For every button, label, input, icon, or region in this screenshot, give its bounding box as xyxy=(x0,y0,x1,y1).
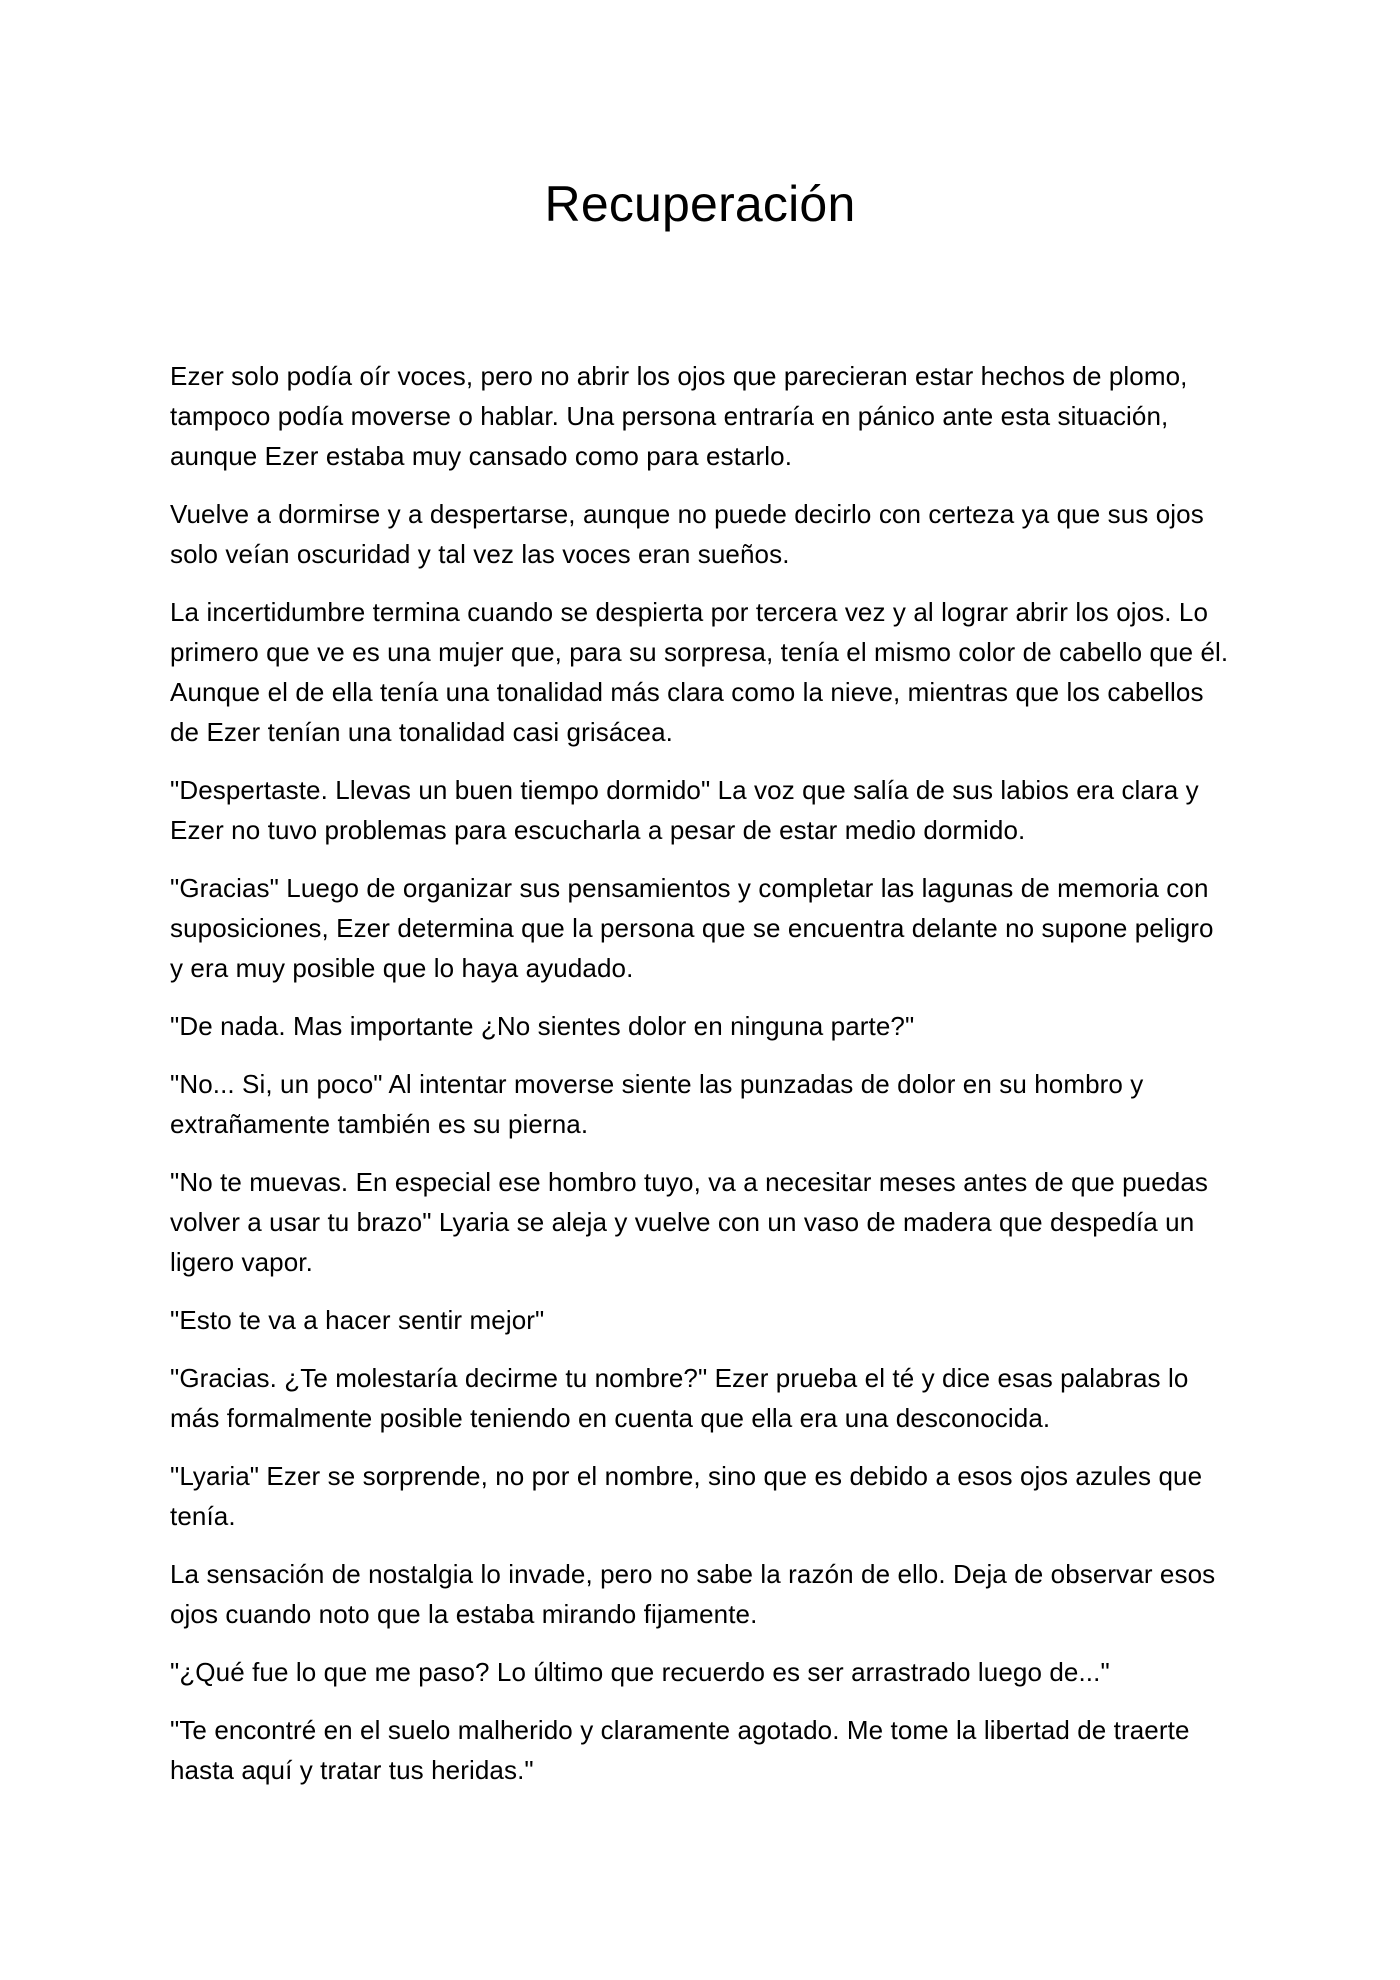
paragraph: "Gracias. ¿Te molestaría decirme tu nombre?" Ezer prueba el té y dice esas palabras lo más formalmente posible teniendo en cuenta que ella era una desconocida. xyxy=(170,1363,1189,1433)
paragraph: "Despertaste. Llevas un buen tiempo dormido" La voz que salía de sus labios era clara y Ezer no tuvo problemas para escucharla a pesar de estar medio dormido. xyxy=(170,775,1199,845)
paragraph: "No te muevas. En especial ese hombro tuyo, va a necesitar meses antes de que puedas volver a usar tu brazo" Lyaria se aleja y vuelve con un vaso de madera que despedía un ligero vapor. xyxy=(170,1167,1209,1277)
paragraph: "Gracias" Luego de organizar sus pensamientos y completar las lagunas de memoria con suposiciones, Ezer determina que la persona que se encuentra delante no supone peligro y era muy posible que lo haya ayudado. xyxy=(170,873,1214,983)
paragraph: La sensación de nostalgia lo invade, pero no sabe la razón de ello. Deja de observar esos ojos cuando noto que la estaba mirando fijamente. xyxy=(170,1559,1216,1629)
paragraph: La incertidumbre termina cuando se despierta por tercera vez y al lograr abrir los ojos. Lo primero que ve es una mujer que, para su sorpresa, tenía el mismo color de cabello que él. Aunque el de ella tenía una tonalidad más clara como la nieve, mientras que los cabellos de Ezer tenían una tonalidad casi grisácea. xyxy=(170,597,1229,747)
paragraph: "¿Qué fue lo que me paso? Lo último que recuerdo es ser arrastrado luego de..." xyxy=(170,1657,1110,1687)
paragraph: "De nada. Mas importante ¿No sientes dolor en ninguna parte?" xyxy=(170,1011,915,1041)
paragraph: "No... Si, un poco" Al intentar moverse siente las punzadas de dolor en su hombro y extrañamente también es su pierna. xyxy=(170,1069,1144,1139)
paragraph: Ezer solo podía oír voces, pero no abrir los ojos que parecieran estar hechos de plomo, tampoco podía moverse o hablar. Una persona entraría en pánico ante esta situación, aunque Ezer estaba muy cansado como para estarlo. xyxy=(170,361,1188,471)
document-title: Recuperación xyxy=(544,176,856,232)
document-body xyxy=(170,356,1230,1808)
paragraph: Vuelve a dormirse y a despertarse, aunque no puede decirlo con certeza ya que sus ojos solo veían oscuridad y tal vez las voces eran sueños. xyxy=(170,499,1204,569)
paragraph: "Lyaria" Ezer se sorprende, no por el nombre, sino que es debido a esos ojos azules que tenía. xyxy=(170,1461,1203,1531)
paragraph: "Esto te va a hacer sentir mejor" xyxy=(170,1305,545,1335)
paragraph: "Te encontré en el suelo malherido y claramente agotado. Me tome la libertad de traerte hasta aquí y tratar tus heridas." xyxy=(170,1715,1190,1785)
